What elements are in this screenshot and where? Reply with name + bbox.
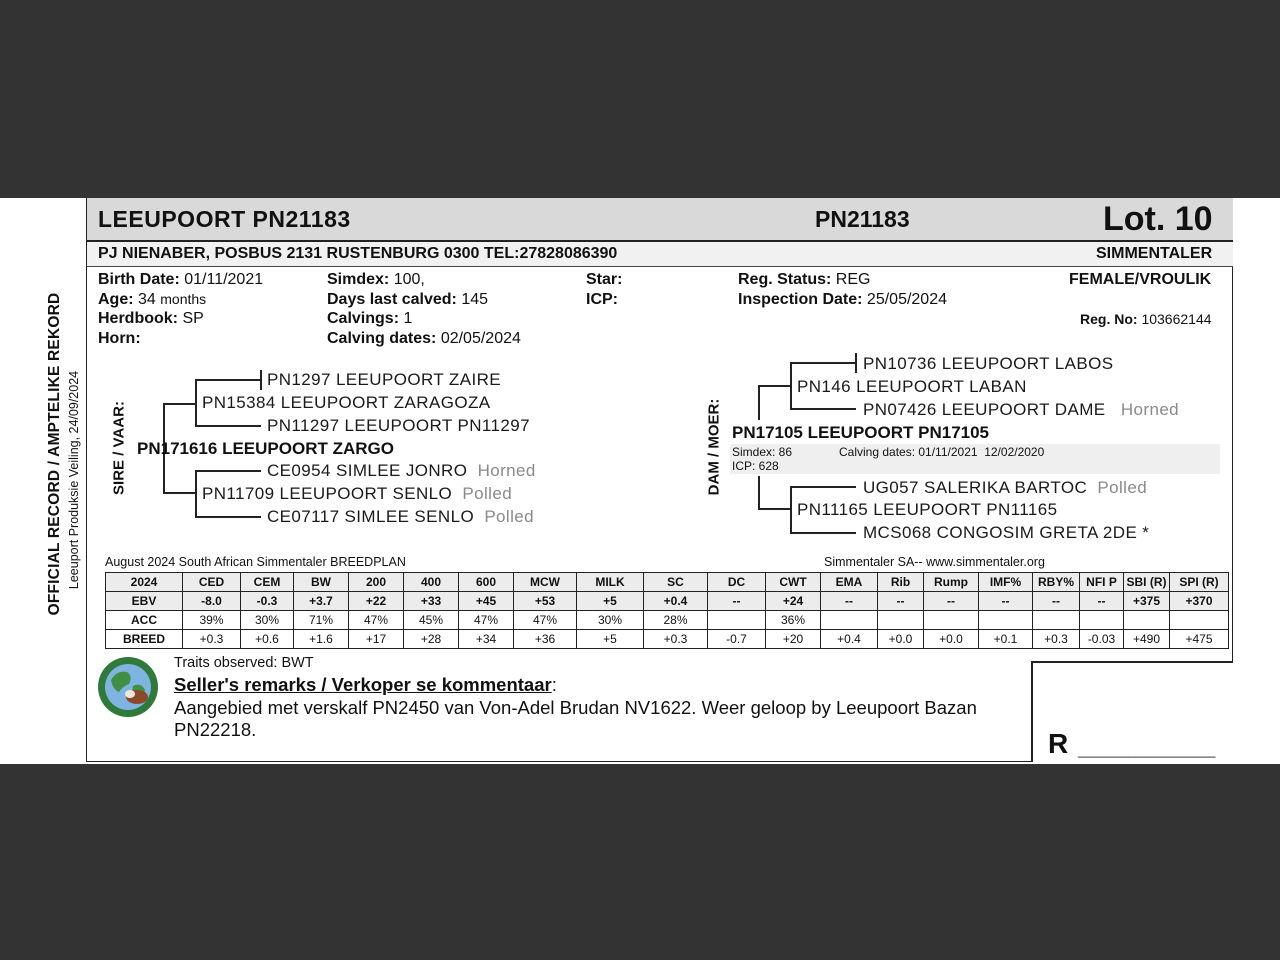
remarks-heading-row [174,674,557,696]
age-value: 34 [138,291,156,308]
table-cell: +0.3 [644,630,708,649]
table-cell: +490 [1124,630,1170,649]
table-cell: 36% [766,611,821,630]
official-record-label: OFFICIAL RECORD / AMPTELIKE REKORD [46,292,63,616]
table-cell: +0.4 [644,592,708,611]
table-cell: BREED [106,630,183,649]
dam-branch-line [758,476,760,509]
table-cell [1124,611,1170,630]
table-cell: +34 [459,630,514,649]
table-cell: +45 [459,592,514,611]
acc-row [106,611,1229,630]
animal-id: PN21183 [815,206,910,232]
reg-status-value: REG [835,271,871,288]
table-header-cell: NFI P [1080,573,1124,592]
table-cell: +5 [577,592,644,611]
logo-icon [97,656,159,718]
calvings [327,310,412,328]
inspection-value: 25/05/2024 [866,291,947,308]
simdex [327,271,425,289]
sire-branch-line [195,379,197,426]
table-cell [878,611,924,630]
dam-branch-line [790,362,856,364]
website-caption: Simmentaler SA-- www.simmentaler.org [824,555,1045,569]
sire-dam-dam [267,507,534,527]
sire-branch-line [163,492,196,494]
age [98,291,206,309]
remarks-heading: Seller's remarks / Verkoper se kommentaar [174,674,552,695]
sire-dam-dam-name: CE07117 SIMLEE SENLO [267,507,475,526]
reg-no [1080,311,1212,327]
days-label: Days last calved: [327,291,457,308]
dam-branch-line [790,532,856,534]
table-cell: +0.4 [821,630,878,649]
table-cell: -- [979,592,1033,611]
table-cell: +17 [349,630,404,649]
table-cell: -- [1033,592,1080,611]
dam-dam-sire-name: UG057 SALERIKA BARTOC [863,478,1088,497]
sire-sire-dam: PN11297 LEEUPOORT PN11297 [267,416,530,435]
table-header-cell: MILK [577,573,644,592]
table-cell: EBV [106,592,183,611]
dam-dam-dam: MCS068 CONGOSIM GRETA 2DE * [863,523,1150,542]
table-cell: 28% [644,611,708,630]
table-cell: +3.7 [294,592,349,611]
dam-branch-line [790,362,792,409]
table-header-cell: MCW [514,573,577,592]
table-cell: +370 [1170,592,1229,611]
dam-branch-line [790,486,792,533]
birth-date-value: 01/11/2021 [184,271,264,288]
table-header-cell: 600 [459,573,514,592]
dam-sire-dam-name: PN07426 LEEUPOORT DAME [863,400,1106,419]
reg-no-label: Reg. No: [1080,311,1138,327]
table-cell: +24 [766,592,821,611]
sire-dam-sire-note: Horned [477,461,536,480]
dam-dam: PN11165 LEEUPOORT PN11165 [797,500,1058,519]
remarks-line-2: PN22218. [174,719,257,740]
table-cell: +0.0 [924,630,979,649]
lot-card [0,198,1280,764]
calving-dates [327,330,521,348]
dam-sire: PN146 LEEUPOORT LABAN [797,377,1027,396]
owner-address: PJ NIENABER, POSBUS 2131 RUSTENBURG 0300 TEL:27828086390 [98,245,618,262]
age-label: Age: [98,291,134,308]
animal-name: LEEUPOORT PN21183 [98,206,351,232]
table-cell: 30% [577,611,644,630]
table-cell: -0.7 [708,630,766,649]
table-cell: +33 [404,592,459,611]
breed-row [106,630,1229,649]
traits-observed: Traits observed: BWT [174,655,314,671]
reg-no-value: 103662144 [1141,311,1212,327]
table-cell: -8.0 [183,592,241,611]
sire-branch-line [163,403,196,405]
table-cell: +20 [766,630,821,649]
sire-dam [202,484,512,504]
table-cell: 45% [404,611,459,630]
table-cell: -- [1080,592,1124,611]
ebv-table [105,572,1229,649]
sire-dam-dam-note: Polled [484,507,534,526]
table-header-cell: SBI (R) [1124,573,1170,592]
dam-branch-line [758,385,791,387]
sire-dam-sire [267,461,536,481]
table-cell [1080,611,1124,630]
table-cell: ACC [106,611,183,630]
price-blank[interactable]: ___________________ [1078,743,1216,758]
simmentaler-logo [97,656,159,718]
table-cell: 30% [241,611,294,630]
table-cell: +28 [404,630,459,649]
table-cell: +475 [1170,630,1229,649]
sire-name: PN171616 LEEUPOORT ZARGO [137,439,394,458]
table-header-cell: CEM [241,573,294,592]
table-header-cell: DC [708,573,766,592]
table-cell: +5 [577,630,644,649]
dam-calving-dates: Calving dates: 01/11/2021 12/02/2020 [839,445,1045,459]
sire-dam-name: PN11709 LEEUPOORT SENLO [202,484,453,503]
lot-number: Lot. 10 [1103,200,1213,238]
table-cell: +22 [349,592,404,611]
table-cell: 47% [349,611,404,630]
dam-sire-dam [863,400,1179,420]
sire-branch-line [195,516,261,518]
breedplan-caption: August 2024 South African Simmentaler BREEDPLAN [105,555,406,569]
table-header-cell: IMF% [979,573,1033,592]
dam-sire-dam-note: Horned [1120,400,1180,419]
table-cell: +53 [514,592,577,611]
table-header-cell: Rib [878,573,924,592]
reg-status-label: Reg. Status: [738,271,832,288]
sire-branch-line [195,470,197,517]
table-cell: +1.6 [294,630,349,649]
calving-dates-value: 02/05/2024 [440,330,521,347]
star-label: Star: [586,271,623,288]
sire-branch-line [260,370,262,390]
table-header-cell: 2024 [106,573,183,592]
table-cell: 39% [183,611,241,630]
sale-label: Leeuport Produksie Veiling, 24/09/2024 [67,370,81,590]
table-cell: 47% [459,611,514,630]
ebv-header-row [106,573,1229,592]
table-header-cell: EMA [821,573,878,592]
sire-branch-line [195,425,261,427]
table-header-cell: BW [294,573,349,592]
dam-dam-sire-note: Polled [1097,478,1148,497]
table-cell: +36 [514,630,577,649]
age-unit: months [160,291,207,307]
table-cell [924,611,979,630]
sire-sire-sire: PN1297 LEEUPOORT ZAIRE [267,370,501,389]
dam-name: PN17105 LEEUPOORT PN17105 [732,423,990,442]
dam-dam-sire [863,478,1147,498]
dam-branch-line [790,408,856,410]
birth-date [98,271,263,289]
table-cell: -- [821,592,878,611]
horn-label: Horn: [98,330,141,347]
table-header-cell: SC [644,573,708,592]
table-cell: -0.03 [1080,630,1124,649]
sire-branch-line [195,379,261,381]
table-header-cell: SPI (R) [1170,573,1229,592]
table-cell [708,611,766,630]
reg-status [738,271,870,289]
table-cell [1170,611,1229,630]
dam-label: DAM / MOER: [705,398,723,496]
dam-branch-line [790,486,856,488]
table-cell: +0.6 [241,630,294,649]
table-header-cell: 200 [349,573,404,592]
birth-date-label: Birth Date: [98,271,180,288]
remarks-colon: : [551,674,557,695]
price-symbol: R [1048,728,1069,759]
table-header-cell: CED [183,573,241,592]
table-header-cell: 400 [404,573,459,592]
sex: FEMALE/VROULIK [1069,271,1212,288]
table-header-cell: RBY% [1033,573,1080,592]
breed-name: SIMMENTALER [1096,245,1213,262]
herdbook-value: SP [182,310,204,327]
sire-sire: PN15384 LEEUPOORT ZARAGOZA [202,393,491,412]
table-cell: -- [708,592,766,611]
table-cell: +375 [1124,592,1170,611]
table-cell: -0.3 [241,592,294,611]
inspection-label: Inspection Date: [738,291,863,308]
ebv-row [106,592,1229,611]
table-cell [979,611,1033,630]
calving-dates-label: Calving dates: [327,330,437,347]
table-cell [821,611,878,630]
dam-sire-sire: PN10736 LEEUPOORT LABOS [863,354,1114,373]
calvings-value: 1 [403,310,413,327]
table-cell: 47% [514,611,577,630]
remarks-line-1: Aangebied met verskalf PN2450 van Von-Adel Brudan NV1622. Weer geloop by Leeupoort Bazan [174,697,977,718]
dam-branch-line [855,353,857,373]
dam-simdex: Simdex: 86 [732,445,793,459]
table-cell [1033,611,1080,630]
days-last-calved [327,291,488,309]
table-header-cell: Rump [924,573,979,592]
simdex-value: 100, [393,271,425,288]
herdbook [98,310,204,328]
table-cell: +0.0 [878,630,924,649]
dam-branch-line [758,508,791,510]
sire-branch-line [195,470,261,472]
calvings-label: Calvings: [327,310,400,327]
sire-dam-sire-name: CE0954 SIMLEE JONRO [267,461,468,480]
table-cell: +0.1 [979,630,1033,649]
table-cell: +0.3 [1033,630,1080,649]
table-cell: -- [924,592,979,611]
table-cell: +0.3 [183,630,241,649]
days-value: 145 [461,291,489,308]
table-cell: -- [878,592,924,611]
dam-branch-line [758,385,760,420]
inspection-date [738,291,947,309]
sire-label: SIRE / VAAR: [110,401,128,495]
herdbook-label: Herdbook: [98,310,178,327]
sire-dam-note: Polled [462,484,513,503]
table-cell: 71% [294,611,349,630]
table-header-cell: CWT [766,573,821,592]
dam-icp: ICP: 628 [732,459,779,473]
icp-label: ICP: [586,291,618,308]
simdex-label: Simdex: [327,271,390,288]
